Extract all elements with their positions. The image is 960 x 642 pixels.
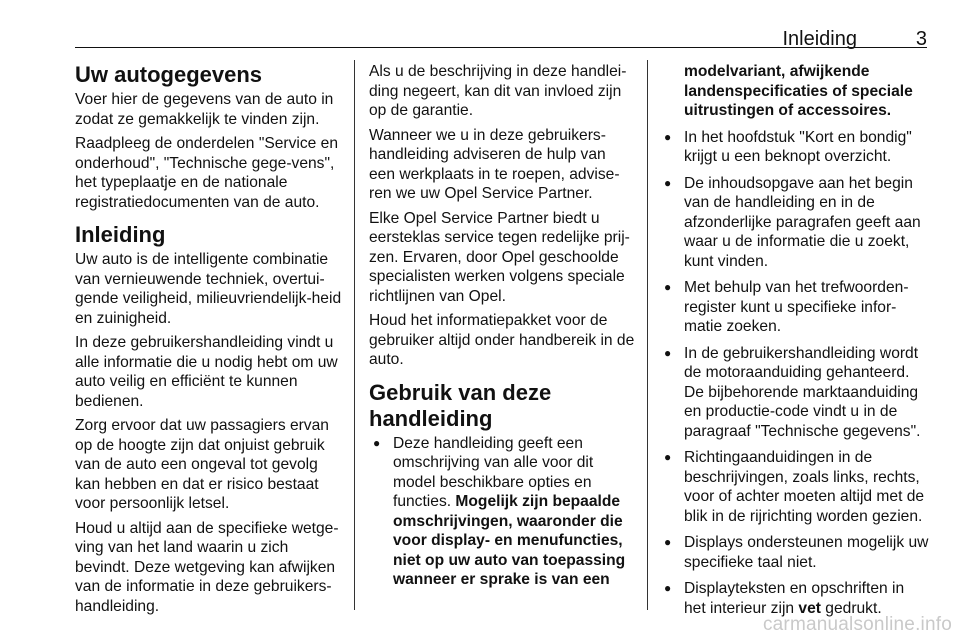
bullet-list [369,434,635,590]
header-rule [75,47,927,48]
column-divider-1 [354,60,355,610]
paragraph: Houd het informatiepakket voor de gebruiker altijd onder handbereik in de auto. [369,312,635,368]
column-1 [75,62,342,621]
list-item: ● In het hoofdstuk "Kort en bondig" krijgt u een beknopt overzicht. [660,128,930,167]
paragraph: Uw auto is de intelligente combinatie van vernieuwende techniek, overtui-gende veiligheid, milieuvriendelijk-heid en zuinigheid. [75,251,342,327]
column-divider-2 [647,60,648,610]
section-heading-inleiding: Inleiding [75,222,166,247]
list-item-continuation: modelvariant, afwijkende landenspecificaties of speciale uitrustingen of accessoires. [684,63,913,119]
bullet-list [660,128,930,619]
paragraph: In deze gebruikershandleiding vindt u alle informatie die u nodig hebt om uw auto veilig en efficiënt te kunnen bedienen. [75,334,338,410]
section-heading-gebruik: Gebruik van deze handleiding [369,379,552,431]
paragraph: Houd u altijd aan de specifieke wetge-ving van het land waarin u zich bevindt. Deze wetgeving kan afwijken van de informatie in deze gebruikers-handleiding. [75,519,339,615]
list-item: ● Deze handleiding geeft een omschrijving van alle voor dit model beschikbare opties en functies. Mogelijk zijn bepaalde omschrijvingen, waaronder die voor display- en menufuncties, niet op uw auto van toepassing wanneer er sprake is van een [369,434,635,590]
watermark: carmanualsonline.info [762,614,952,635]
list-item: ● In de gebruikershandleiding wordt de motoraanduiding gehanteerd. De bijbehorende marktaanduiding en productie-code vindt u in de paragraaf "Technische gegevens". [660,344,930,442]
paragraph: Als u de beschrijving in deze handlei-ding negeert, kan dit van invloed zijn op de garantie. [369,63,627,119]
list-item: ● De inhoudsopgave aan het begin van de handleiding en in de afzonderlijke paragrafen geeft aan waar u de informatie die u zoekt, kunt vinden. [660,174,930,272]
paragraph: Zorg ervoor dat uw passagiers ervan op de hoogte zijn dat onjuist gebruik van de auto een ongeval tot gevolg kan hebben en dat er risico bestaat voor persoonlijk letsel. [75,417,329,512]
section-heading-autogegevens: Uw autogegevens [75,62,263,87]
column-2 [369,62,635,597]
list-item: ● Met behulp van het trefwoorden-register kunt u specifieke infor-matie zoeken. [660,278,930,337]
column-3 [660,62,930,625]
paragraph: Wanneer we u in deze gebruikers-handleiding adviseren de hulp van een werkplaats in te roepen, advise-ren we uw Opel Service Partner. [369,126,620,202]
paragraph: Elke Opel Service Partner biedt u eersteklas service tegen redelijke prij-zen. Ervaren, door Opel geschoolde specialisten werken volgens speciale richtlijnen van Opel. [369,209,630,305]
list-item: ● Displayteksten en opschriften in het interieur zijn vet gedrukt. [660,579,930,618]
list-item: ● Displays ondersteunen mogelijk uw specifieke taal niet. [660,533,930,572]
chapter-title: Inleiding [782,28,857,50]
paragraph: Voer hier de gegevens van de auto in zodat ze gemakkelijk te vinden zijn. [75,91,334,128]
paragraph: Raadpleeg de onderdelen "Service en onderhoud", "Technische gege-vens", het typeplaatje en de nationale registratiedocumenten van de auto. [75,135,339,211]
page-header [75,28,927,48]
list-item: ● Richtingaanduidingen in de beschrijvingen, zoals links, rechts, voor of achter moeten altijd met de blik in de rijrichting worden gezien. [660,448,930,526]
page-number: 3 [915,28,927,50]
